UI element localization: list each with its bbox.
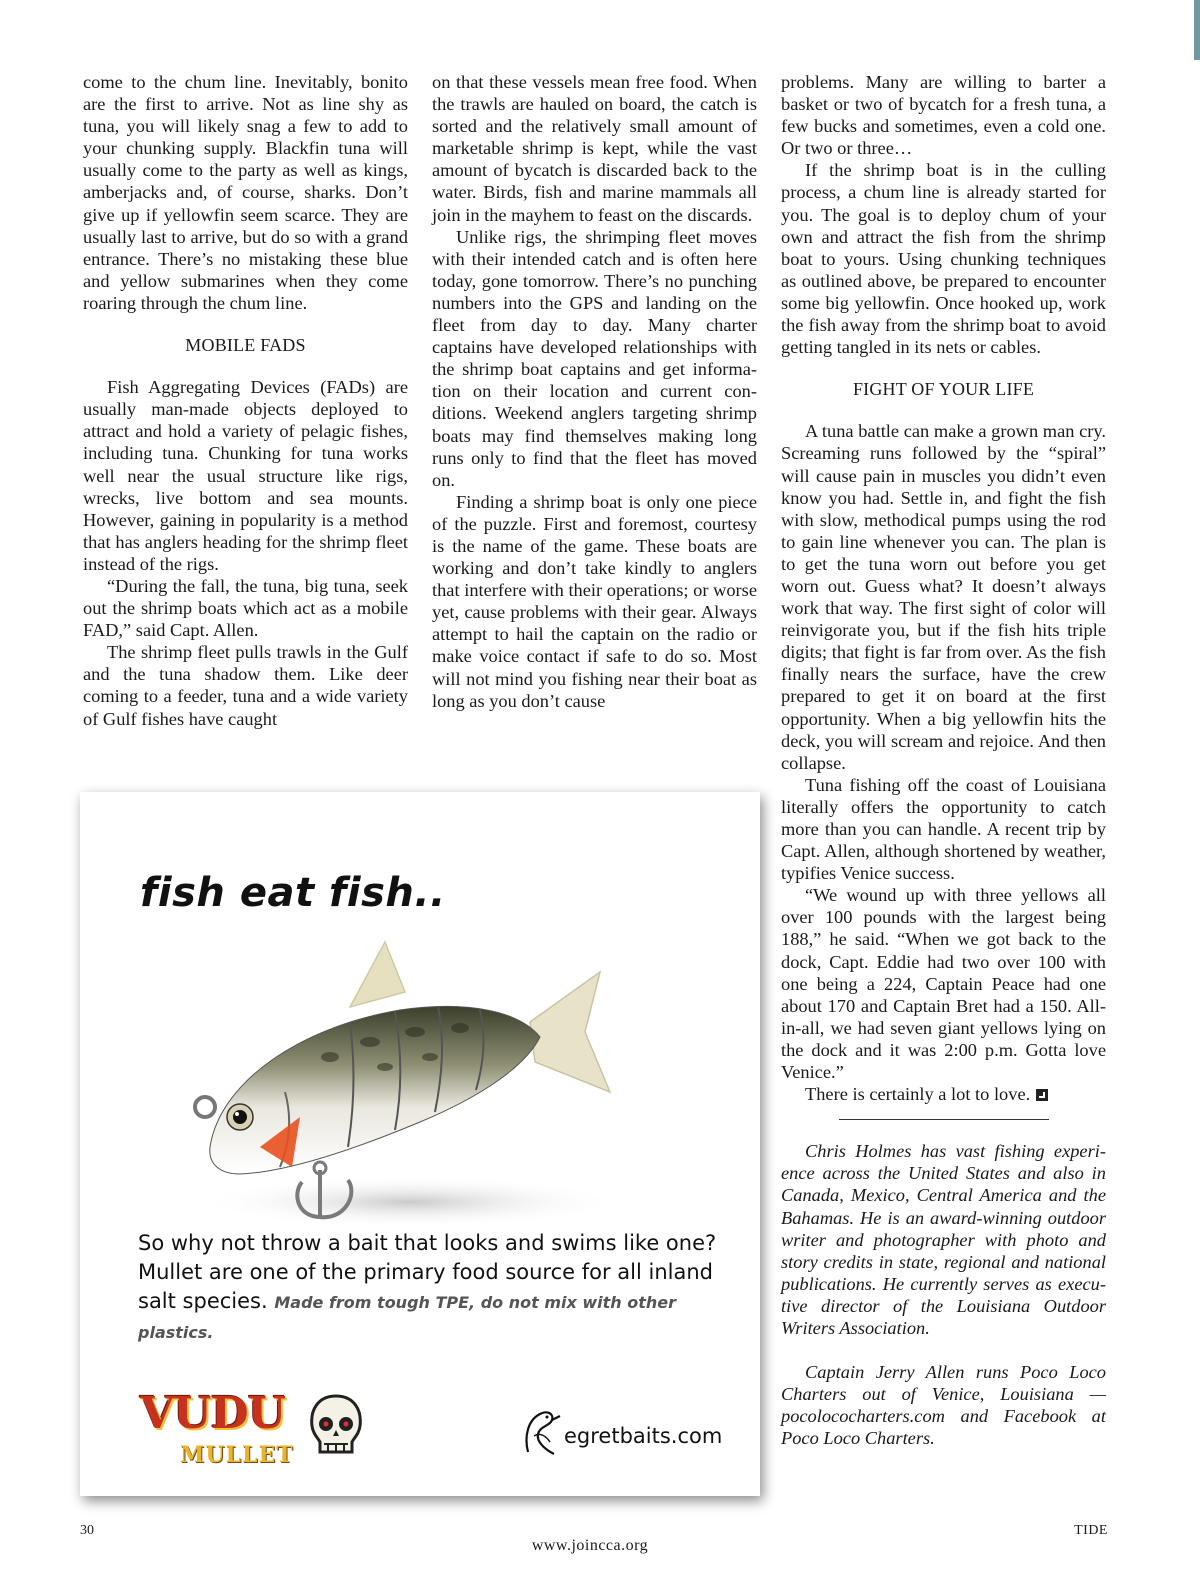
section-heading-fight-of-your-life: FIGHT OF YOUR LIFE [852, 379, 1035, 400]
logo-sub-text: MULLET [180, 1442, 294, 1468]
logo-brand-text: VUDU [140, 1388, 286, 1439]
footer-website-link[interactable]: www.joincca.org [531, 1537, 649, 1554]
egret-logo-icon [520, 1406, 562, 1458]
ad-website-text[interactable]: egretbaits.com [564, 1424, 723, 1448]
advertisement[interactable] [80, 792, 760, 1496]
vudu-mullet-logo[interactable] [138, 1382, 378, 1482]
paragraph: If the shrimp boat is in the culling process, a chum line is already started for you. The goal is to deploy chum of your own and attract the fish from the shrimp boat to yours. Using chunking techniques as outlined above, be prepared to encounter some big yellowfin. Once hooked up, work the fish away from the shrimp boat to avoid getting tangled in its nets or cables. [781, 160, 1106, 358]
paragraph: Tuna fishing off the coast of Louisiana literally offers the opportunity to catch more than you can handle. A recent trip by Capt. Allen, although shortened by weather, typifies Venice success. [781, 774, 1106, 884]
end-of-article-icon [1036, 1089, 1048, 1101]
bio-divider [839, 1119, 1049, 1120]
page-number: 30 [80, 1523, 94, 1538]
paragraph: problems. Many are willing to barter a basket or two of bycatch for a fresh tuna, a few bucks and sometimes, even a cold one. Or two or three… [781, 72, 1106, 159]
ad-body-line: salt species. [138, 1289, 268, 1313]
paragraph: come to the chum line. Inevitably, bonito are the first to arrive. Not as line shy as tuna, you will likely snag a few to add to your chunking supply. Blackfin tuna will usually come to the party as well as kings, amberjacks and, of course, sharks. Don’t give up if yellowfin seem scarce. They are usually last to arrive, but do so with a grand entrance. There’s no mistaking these blue and yellow submarines when they come roaring through the chum line. [83, 72, 408, 313]
paragraph: on that these vessels mean free food. When the trawls are hauled on board, the catch is sorted and the relatively small amount of marketable shrimp is kept, while the vast amount of bycatch is discarded back to the water. Birds, fish and marine mammals all join in the mayhem to feast on the discards. [432, 72, 757, 225]
bio-paragraph: Captain Jerry Allen runs Poco Loco Charters out of Venice, Louisiana — pocolococharters.com and Facebook at Poco Loco Charters. [781, 1362, 1106, 1449]
page-edge-accent [1194, 0, 1200, 60]
skull-icon [306, 1392, 366, 1462]
ad-body-copy [138, 1229, 738, 1347]
paragraph: “We wound up with three yellows all over 100 pounds with the largest being 188,” he said. “When we got back to the dock, Capt. Eddie had two over 100 with one being a 224, Captain Peace had one about 170 and Captain Bret had a 150. All-in-all, we had seven giant yellows lying on the dock and it was 2:00 p.m. Gotta love Venice.” [781, 885, 1106, 1083]
section-heading-mobile-fads: MOBILE FADS [185, 335, 306, 356]
ad-material-note: Made from tough TPE, do not mix with other plastics. [138, 1293, 677, 1342]
author-bio [781, 1140, 1106, 1449]
article-column-1 [83, 71, 408, 730]
egret-baits-website[interactable] [520, 1406, 723, 1456]
article-column-2 [432, 71, 757, 712]
ad-headline: fish eat fish.. [140, 870, 446, 916]
article-column-3 [781, 71, 1106, 1449]
closing-paragraph [781, 1083, 1106, 1105]
paragraph: “During the fall, the tuna, big tuna, seek out the shrimp boats which act as a mobile FAD,” said Capt. Allen. [83, 575, 408, 641]
ad-body-line-3 [138, 1287, 738, 1347]
paragraph: The shrimp fleet pulls trawls in the Gulf and the tuna shadow them. Like deer coming to a feeder, tuna and a wide variety of Gulf fishes have caught [83, 642, 408, 729]
ad-body-line: So why not throw a bait that looks and swims like one? [138, 1231, 717, 1255]
magazine-name: TIDE [1074, 1523, 1108, 1538]
bio-paragraph: Chris Holmes has vast fishing experience across the United States and also in Canada, Mexico, Central America and the Bahamas. He is an award-winning outdoor writer and photographer with photo and story credits in state, regional and national publications. He currently serves as executive director of the Louisiana Outdoor Writers Association. [781, 1141, 1106, 1338]
paragraph: Unlike rigs, the shrimping fleet moves with their intended catch and is often here today, gone tomorrow. There’s no punching numbers into the GPS and landing on the fleet from day to day. Many charter captains have developed relationships with the shrimp boat captains and get information on their location and current conditions. Weekend anglers targeting shrimp boats may find themselves making long runs only to find that the fleet has moved on. [432, 226, 757, 490]
swimbait-lure-image [180, 932, 620, 1242]
closing-text: There is certainly a lot to love. [805, 1084, 1031, 1105]
ad-body-line: Mullet are one of the primary food source for all inland [138, 1260, 713, 1284]
paragraph: Fish Aggregating Devices (FADs) are usually man-made objects deployed to attract and hold a variety of pelagic fishes, including tuna. Chunking for tuna works well near the usual structure like rigs, wrecks, live bottom and sea mounts. However, gaining in popularity is a method that has anglers heading for the shrimp fleet instead of the rigs. [83, 377, 408, 574]
paragraph: A tuna battle can make a grown man cry. Screaming runs followed by the “spiral” will cause pain in muscles you didn’t even know you had. Settle in, and fight the fish with slow, methodical pumps using the rod to gain line whenever you can. The plan is to get the tuna worn out before you get worn out. Guess what? It doesn’t always work that way. The first sight of color will reinvigorate you, but if the fish hits triple digits; that fight is far from over. As the fish finally nears the surface, have the crew prepared to get it on board at the first opportunity. When a big yellowfin hits the deck, you will scream and rejoice. And then collapse. [781, 421, 1106, 773]
paragraph: Finding a shrimp boat is only one piece of the puzzle. First and foremost, courtesy is the name of the game. These boats are working and don’t take kindly to anglers that interfere with their operations; or worse yet, cause problems with their gear. Always attempt to hail the captain on the radio or make voice contact if safe to do so. Most will not mind you fishing near their boat as long as you don’t cause [432, 491, 757, 711]
